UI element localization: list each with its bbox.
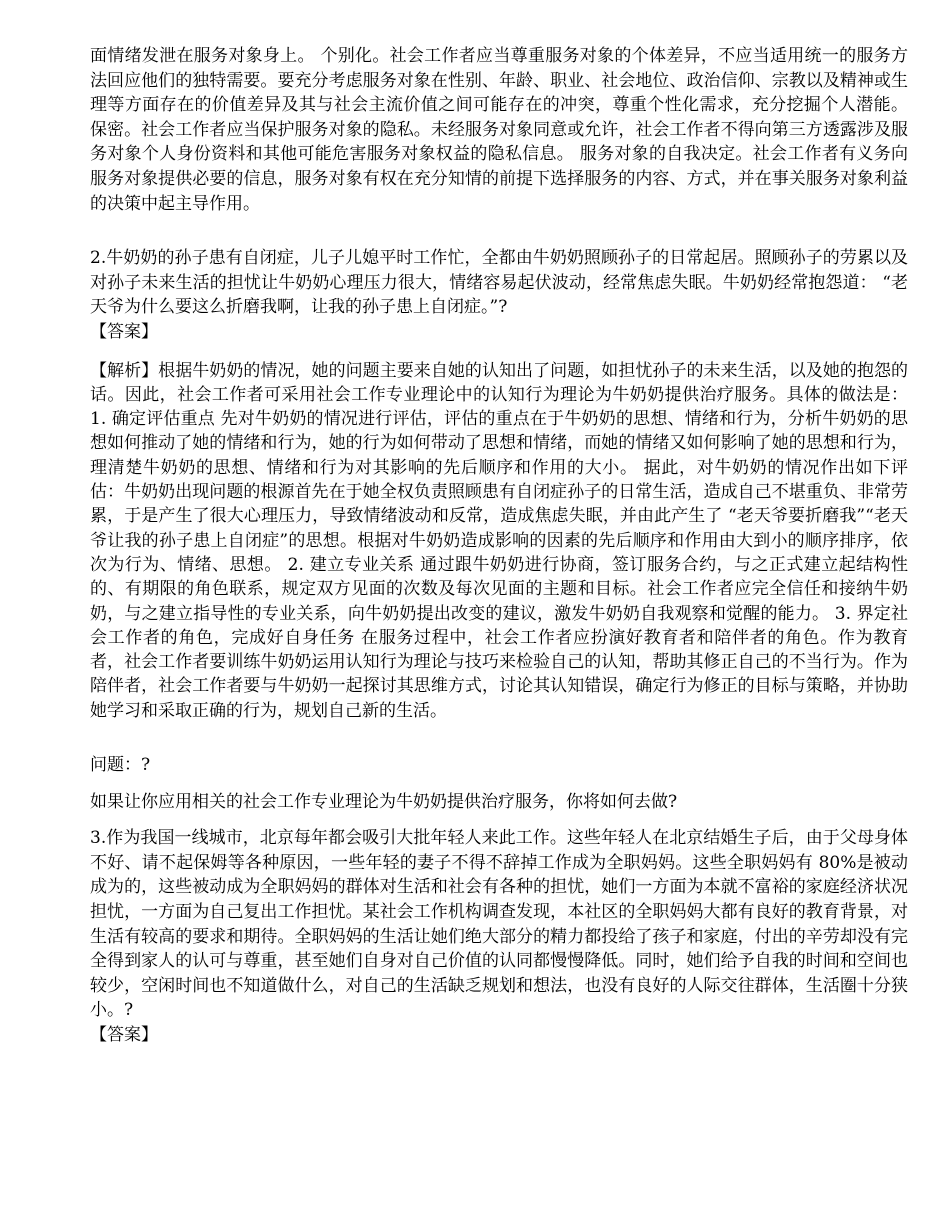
intro-paragraph: 面情绪发泄在服务对象身上。 个别化。社会工作者应当尊重服务对象的个体差异，不应当适用统一的服务方法回应他们的独特需要。要充分考虑服务对象在性别、年龄、职业、社会地位、政治信仰、宗教以及精神或生理等方面存在的价值差异及其与社会主流价值之间可能存在的冲突，尊重个性化需求，充分挖掘个人潜能。 保密。社会工作者应当保护服务对象的隐私。未经服务对象同意或允许，社会工作者不得向第三方透露涉及服务对象个人身份资料和其他可能危害服务对象权益的隐私信息。 服务对象的自我决定。社会工作者有义务向服务对象提供必要的信息，服务对象有权在充分知情的前提下选择服务的内容、方式，并在事关服务对象利益的决策中起主导作用。 bbox=[90, 46, 908, 214]
question-label: 问题：? bbox=[90, 754, 151, 775]
analysis-paragraph: 【解析】根据牛奶奶的情况，她的问题主要来自她的认知出了问题，如担忧孙子的未来生活，以及她的抱怨的话。因此，社会工作者可采用社会工作专业理论中的认知行为理论为牛奶奶提供治疗服务。具体的做法是： 1. 确定评估重点 先对牛奶奶的情况进行评估，评估的重点在于牛奶奶的思想、情绪和行为，分析牛奶奶的思想如何推动了她的情绪和行为，她的行为如何带动了思想和情绪，而她的情绪又如何影响了她的思想和行为，理清楚牛奶奶的思想、情绪和行为对其影响的先后顺序和作用的大小。 据此，对牛奶奶的情况作出如下评估：牛奶奶出现问题的根源首先在于她全权负责照顾患有自闭症孙子的日常生活，造成自己不堪重负、非常劳累，于是产生了很大心理压力，导致情绪波动和反常，造成焦虑失眠，并由此产生了 “老天爷要折磨我”“老天爷让我的孙子患上自闭症”的思想。根据对牛奶奶造成影响的因素的先后顺序和作用由大到小的顺序排序，依次为行为、情绪、思想。 2. 建立专业关系 通过跟牛奶奶进行协商，签订服务合约，与之正式建立起结构性的、有期限的角色联系，规定双方见面的次数及每次见面的主题和目标。社会工作者应完全信任和接纳牛奶奶，与之建立指导性的专业关系，向牛奶奶提出改变的建议，激发牛奶奶自我观察和觉醒的能力。 3. 界定社会工作者的角色，完成好自身任务 在服务过程中，社会工作者应扮演好教育者和陪伴者的角色。作为教育者，社会工作者要训练牛奶奶运用认知行为理论与技巧来检验自己的认知，帮助其修正自己的不当行为。作为陪伴者，社会工作者要与牛奶奶一起探讨其思维方式，讨论其认知错误，确定行为修正的目标与策略，并协助她学习和采取正确的行为，规划自己新的生活。 bbox=[90, 360, 908, 721]
answer-label: 【答案】 bbox=[90, 321, 158, 342]
answer-label: 【答案】 bbox=[90, 1024, 158, 1045]
spacer bbox=[90, 778, 908, 790]
question-prompt: 如果让你应用相关的社会工作专业理论为牛奶奶提供治疗服务，你将如何去做? bbox=[90, 791, 678, 812]
spacer bbox=[90, 216, 908, 246]
spacer bbox=[90, 814, 908, 826]
document-page bbox=[90, 44, 908, 1048]
spacer bbox=[90, 345, 908, 359]
question-3-text: 3.作为我国一线城市，北京每年都会吸引大批年轻人来此工作。这些年轻人在北京结婚生子后，由于父母身体不好、请不起保姆等各种原因，一些年轻的妻子不得不辞掉工作成为全职妈妈。这些全职妈妈有 80%是被动成为的，这些被动成为全职妈妈的群体对生活和社会有各种的担忧，她们一方面为本就不富裕的家庭经济状况担忧，一方面为自己复出工作担忧。某社会工作机构调查发现，本社区的全职妈妈大都有良好的教育背景，对生活有较高的要求和期待。全职妈妈的生活让她们绝大部分的精力都投给了孩子和家庭，付出的辛劳却没有完全得到家人的认可与尊重，甚至她们自身对自己价值的认同都慢慢降低。同时，她们给予自我的时间和空间也较少，空闲时间也不知道做什么，对自己的生活缺乏规划和想法，也没有良好的人际交往群体，生活圈十分狭小。? bbox=[90, 828, 908, 1021]
spacer bbox=[90, 723, 908, 753]
question-2-text: 2.牛奶奶的孙子患有自闭症，儿子儿媳平时工作忙，全都由牛奶奶照顾孙子的日常起居。照顾孙子的劳累以及对孙子未来生活的担忧让牛奶奶心理压力很大，情绪容易起伏波动，经常焦虑失眠。牛奶奶经常抱怨道： “老天爷为什么要这么折磨我啊，让我的孙子患上自闭症。”? bbox=[90, 248, 908, 318]
